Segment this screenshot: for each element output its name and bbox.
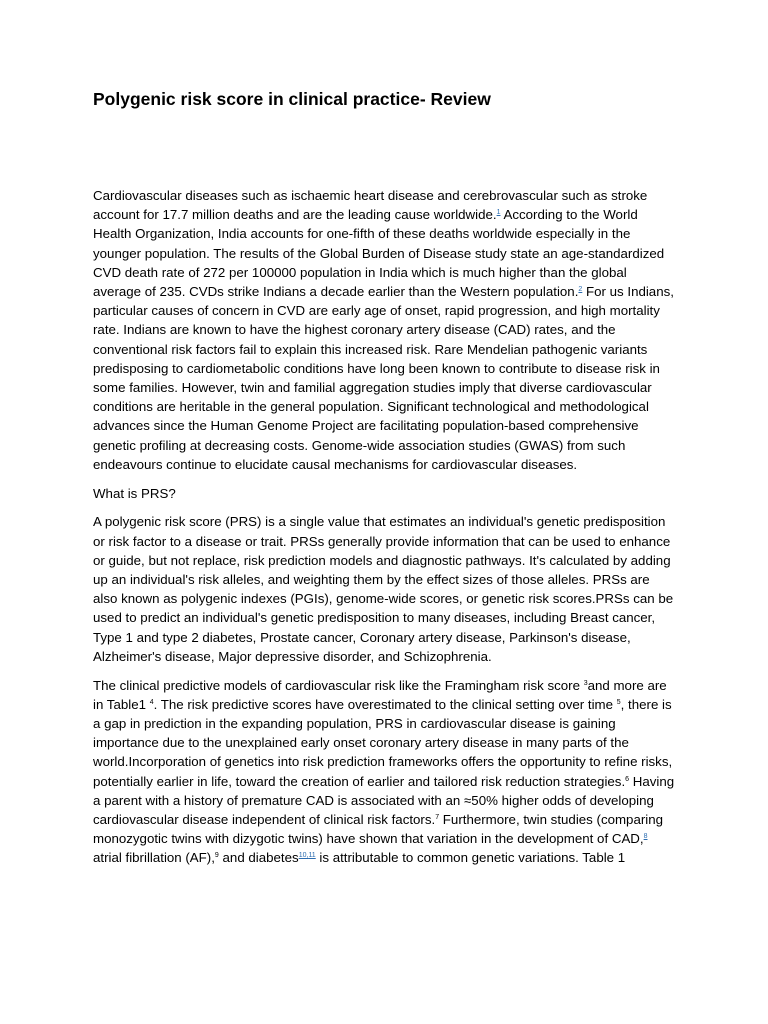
paragraph-text: . The risk predictive scores have overestimated to the clinical setting over time [153,696,617,712]
paragraph-text: Having a parent with a history of premature CAD is associated with an ≈50% higher odds of developing cardiovascular disease independent of clinical risk factors. [93,773,675,828]
paragraph-text: Cardiovascular diseases such as ischaemic heart disease and cerebrovascular such as stroke account for 17.7 million deaths and are the leading cause worldwide. [93,188,648,223]
citation-5: 5 [616,698,621,706]
paragraph-prs-definition: A polygenic risk score (PRS) is a single value that estimates an individual's genetic predisposition or risk factor to a disease or trait. PRSs generally provide information that can be used to enhance or guide, but not replace, risk prediction models and diagnostic pathways. It's calculated by adding up an individual's risk alleles, and weighting them by the effect sizes of those alleles. PRSs are also known as polygenic indexes (PGIs), genome-wide scores, or genetic risk scores.PRSs can be used to predict an individual's genetic predisposition to many diseases, including Breast cancer, Type 1 and type 2 diabetes, Prostate cancer, Coronary artery disease, Parkinson's disease, Alzheimer's disease, Major depressive disorder, and Schizophrenia. [93,514,674,664]
citation-6: 6 [625,775,630,783]
paragraph-text: is attributable to common genetic variations. Table 1 [315,850,626,866]
citation-link-10[interactable]: 10 [298,852,307,860]
paragraph-text: and more are in Table1 [93,677,667,712]
paragraph-text: , there is a gap in prediction in the expanding population, PRS in cardiovascular disease is gaining importance due to the unexplained early onset coronary artery disease in many parts of the world.Incorporation of genetics into risk prediction frameworks offers the opportunity to refine risks, potentially earlier in life, toward the creation of earlier and tailored risk reduction strategies. [93,696,673,789]
document-body [93,186,675,877]
paragraph-text: and diabetes [218,850,299,866]
paragraph-cvd-burden [93,186,675,474]
document-page [93,0,675,1024]
document-title: Polygenic risk score in clinical practice- Review [93,89,491,109]
citation-7: 7 [435,814,440,822]
paragraph-text: Furthermore, twin studies (comparing monozygotic twins with dizygotic twins) have shown that variation in the development of CAD, [93,812,664,847]
section-heading-what-is-prs: What is PRS? [93,485,176,501]
paragraph-text: According to the World Health Organization, India accounts for one-fifth of these deaths worldwide especially in the younger population. The results of the Global Burden of Disease study state an age-standardized CVD death rate of 272 per 100000 population in India which is much higher than the global average of 235. CVDs strike Indians a decade earlier than the Western population. [93,207,665,300]
citation-link-8[interactable]: 8 [643,833,648,841]
citation-separator: , [306,852,309,860]
citation-4: 4 [149,698,154,706]
paragraph-clinical-models [93,676,675,868]
paragraph-text: atrial fibrillation (AF), [93,850,215,866]
citation-link-2[interactable]: 2 [578,286,583,294]
citation-link-1[interactable]: 1 [496,209,501,217]
paragraph-text: The clinical predictive models of cardiovascular risk like the Framingham risk score [93,677,584,693]
citation-link-11[interactable]: 11 [308,852,316,860]
citation-9: 9 [214,852,219,860]
citation-3: 3 [583,679,588,687]
paragraph-text: For us Indians, particular causes of concern in CVD are early age of onset, rapid progression, and high mortality rate. Indians are known to have the highest coronary artery disease (CAD) rates, and the conventional risk factors fail to explain this increased risk. Rare Mendelian pathogenic variants predisposing to cardiometabolic conditions have long been known to contribute to disease risk in some families. However, twin and familial aggregation studies imply that diverse cardiovascular conditions are heritable in the general population. Significant technological and methodological advances since the Human Genome Project are facilitating population-based comprehensive genetic profiling at decreasing costs. Genome-wide association studies (GWAS) from such endeavours continue to elucidate causal mechanisms for cardiovascular diseases. [93,284,674,472]
